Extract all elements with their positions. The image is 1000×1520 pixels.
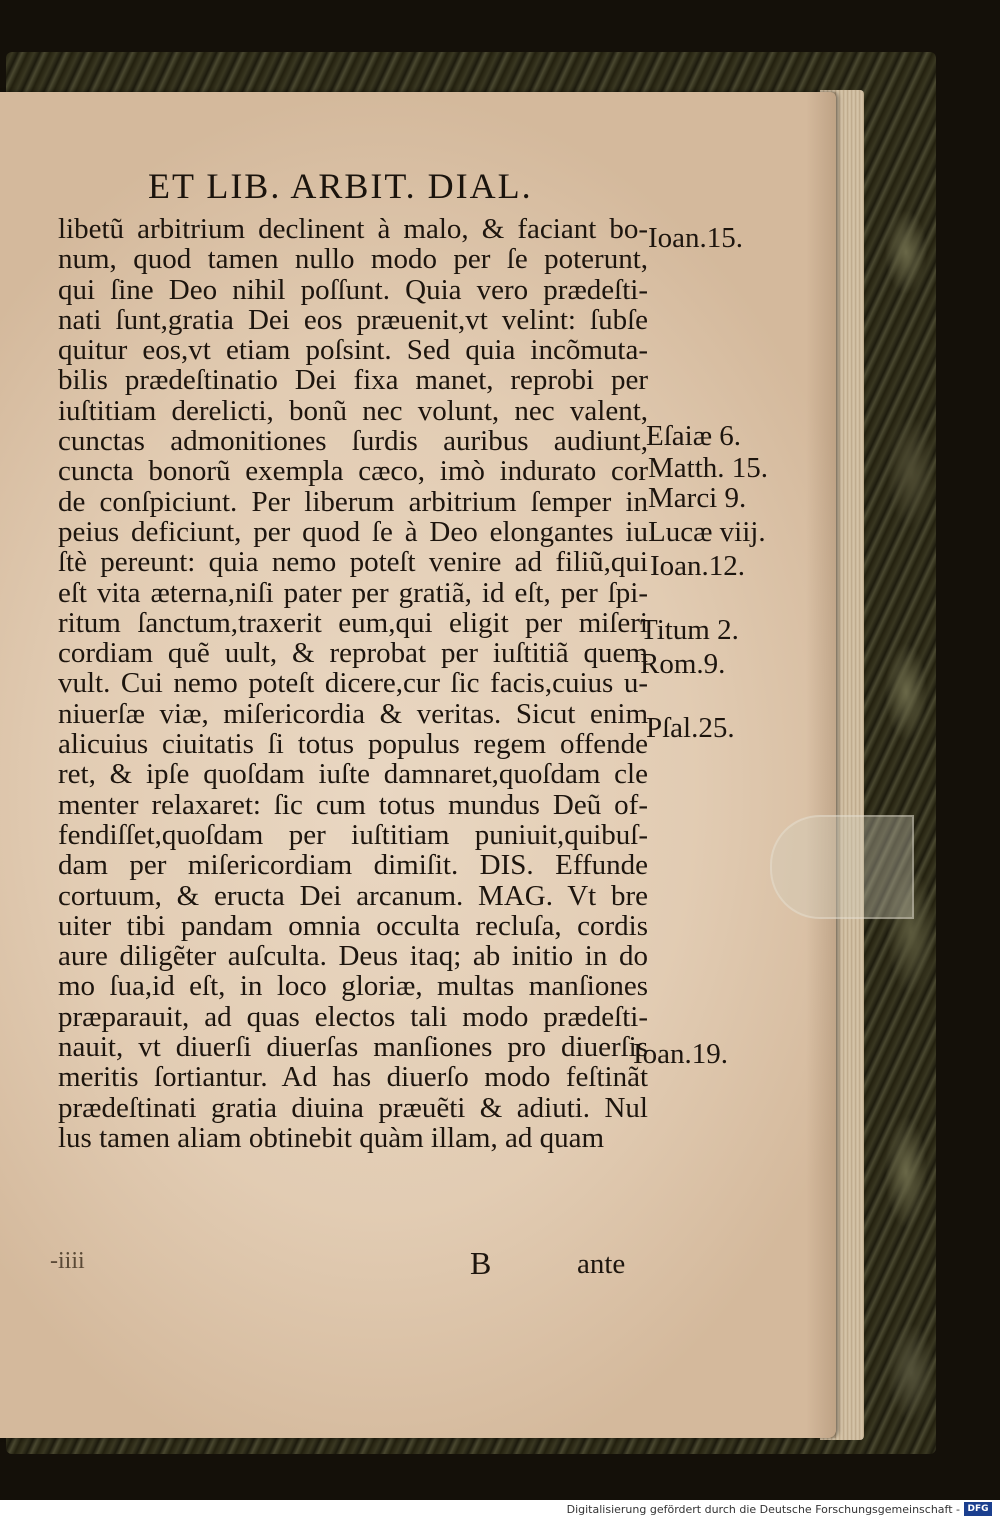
text-line: qui ſine Deo nihil poſſunt. Quia vero prædeſti-: [58, 273, 648, 306]
margin-reference: Lucæ viij.: [648, 516, 766, 548]
text-line: libetũ arbitrium declinent à malo, & faciant bo-: [58, 213, 648, 245]
text-line: bilis prædeſtinatio Dei fixa manet, reprobi per: [58, 364, 648, 397]
text-line: præparauit, ad quas electos tali modo prædeſti-: [58, 1000, 648, 1033]
text-line: iuſtitiam derelicti, bonũ nec volunt, nec valent,: [58, 394, 648, 427]
text-line: fendiſſet,quoſdam per iuſtitiam puniuit,quibuſ-: [58, 818, 648, 851]
text-line: mo ſua,id eſt, in loco gloriæ, multas manſiones: [58, 970, 648, 1003]
margin-reference: Ioan.19.: [633, 1038, 729, 1070]
margin-reference: Ioan.15.: [648, 222, 744, 254]
text-line: meritis ſortiantur. Ad has diuerſo modo feſtinãt: [58, 1061, 648, 1094]
margin-reference: Titum 2.: [640, 614, 739, 646]
margin-reference: Rom.9.: [640, 648, 726, 680]
text-line: ſtè pereunt: quia nemo poteſt venire ad filiũ,qui: [58, 546, 648, 579]
text-line: peius deficiunt, per quod ſe à Deo elongantes iu: [58, 515, 648, 548]
margin-reference: Eſaiæ 6.: [646, 420, 742, 452]
catchword: ante: [577, 1248, 626, 1280]
text-line: menter relaxaret: ſic cum totus mundus Deũ of-: [58, 788, 648, 821]
credit-text: Digitalisierung gefördert durch die Deutsche Forschungsgemeinschaft -: [566, 1503, 960, 1516]
text-line: eſt vita æterna,niſi pater per gratiã, id eſt, per ſpi-: [58, 576, 648, 609]
text-line: prædeſtinati gratia diuina præuẽti & adiuti. Nul: [58, 1091, 648, 1124]
text-line: aure diligẽter auſculta. Deus itaq; ab initio in do: [58, 940, 648, 973]
text-line: alicuius ciuitatis ſi totus populus regem offende: [58, 728, 648, 761]
text-line: nati ſunt,gratia Dei eos præuenit,vt velint: ſubſe: [58, 303, 648, 336]
dfg-logo-icon: DFG: [964, 1502, 992, 1516]
text-line: nauit, vt diuerſi diuerſas manſiones pro diuerſis: [58, 1031, 648, 1064]
body-text-block: [58, 214, 648, 1153]
margin-reference: Pſal.25.: [646, 712, 735, 744]
text-line: uiter tibi pandam omnia occulta recluſa, cordis: [58, 909, 648, 942]
text-line: lus tamen aliam obtinebit quàm illam, ad quam: [58, 1121, 605, 1154]
margin-reference: Ioan.12.: [650, 550, 746, 582]
signature-mark: -iiii: [50, 1248, 85, 1274]
page-clip: [770, 815, 914, 919]
text-line: num, quod tamen nullo modo per ſe poterunt,: [58, 243, 648, 276]
text-line: dam per miſericordiam dimiſit. DIS. Effunde: [58, 849, 648, 882]
margin-reference: Marci 9.: [648, 482, 747, 514]
gathering-letter: B: [470, 1245, 492, 1281]
text-line: quitur eos,vt etiam poſsint. Sed quia incõmuta-: [58, 334, 648, 367]
text-line: vult. Cui nemo poteſt dicere,cur ſic facis,cuius u-: [58, 667, 648, 700]
text-line: cordiam quẽ uult, & reprobat per iuſtitiã quem: [58, 637, 648, 670]
text-line: ret, & ipſe quoſdam iuſte damnaret,quoſdam cle: [58, 758, 648, 791]
text-line: ritum ſanctum,traxerit eum,qui eligit per miſeri: [58, 606, 648, 639]
text-line: de conſpiciunt. Per liberum arbitrium ſemper in: [58, 485, 648, 518]
text-line: cuncta bonorũ exempla cæco, imò indurato cor: [58, 455, 648, 488]
text-line: cortuum, & eructa Dei arcanum. MAG. Vt bre: [58, 879, 648, 912]
text-line: niuerſæ viæ, miſericordia & veritas. Sicut enim: [58, 697, 648, 730]
margin-reference: Matth. 15.: [648, 452, 769, 484]
text-line: cunctas admonitiones ſurdis auribus audiunt,: [58, 425, 648, 458]
running-head: ET LIB. ARBIT. DIAL.: [148, 166, 533, 206]
